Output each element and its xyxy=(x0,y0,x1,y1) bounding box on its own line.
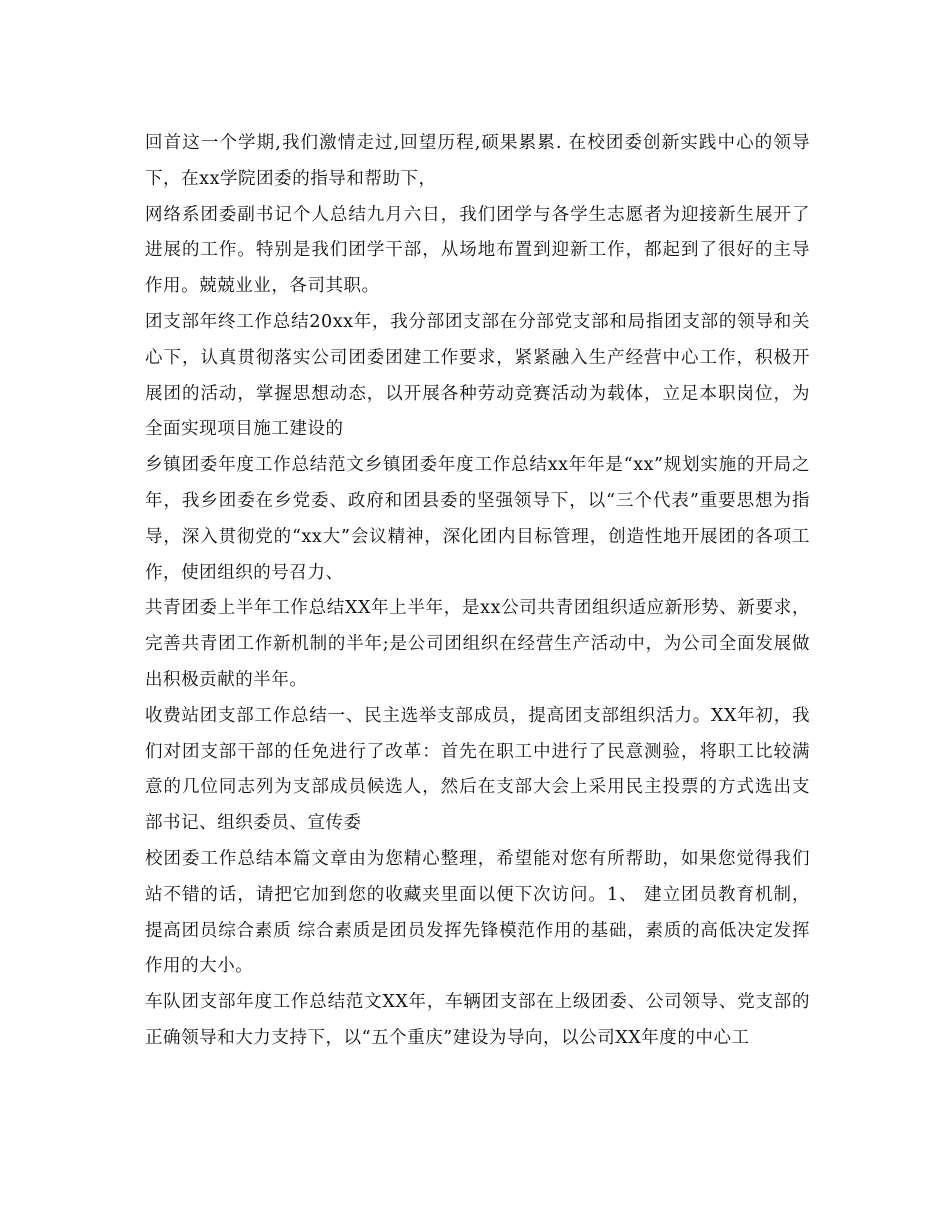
paragraph-1: 回首这一个学期,我们激情走过,回望历程,硕果累累. 在校团委创新实践中心的领导下，在xx学院团委的指导和帮助下， xyxy=(145,133,810,189)
paragraph-5: 共青团委上半年工作总结XX年上半年，是xx公司共青团组织适应新形势、新要求，完善共青团工作新机制的半年;是公司团组织在经营生产活动中，为公司全面发展做出积极贡献的半年。 xyxy=(145,598,810,690)
paragraph-2: 网络系团委副书记个人总结九月六日，我们团学与各学生志愿者为迎接新生展开了进展的工作。特别是我们团学干部，从场地布置到迎新工作，都起到了很好的主导作用。兢兢业业，各司其职。 xyxy=(145,204,810,297)
paragraph-7: 校团委工作总结本篇文章由为您精心整理，希望能对您有所帮助，如果您觉得我们站不错的话，请把它加到您的收藏夹里面以便下次访问。1、 建立团员教育机制，提高团员综合素质 综合素质是团员发挥先锋模范作用的基础，素质的高低决定发挥作用的大小。 xyxy=(145,848,810,977)
paragraph-3: 团支部年终工作总结20xx年，我分部团支部在分部党支部和局指团支部的领导和关心下，认真贯彻落实公司团委团建工作要求，紧紧融入生产经营中心工作，积极开展团的活动，掌握思想动态，以开展各种劳动竞赛活动为载体，立足本职岗位，为全面实现项目施工建设的 xyxy=(145,311,810,440)
document-body xyxy=(145,126,810,1057)
paragraph-8: 车队团支部年度工作总结范文XX年，车辆团支部在上级团委、公司领导、党支部的正确领导和大力支持下，以“五个重庆”建设为导向，以公司XX年度的中心工 xyxy=(145,992,810,1048)
paragraph-6: 收费站团支部工作总结一、民主选举支部成员，提高团支部组织活力。XX年初，我们对团支部干部的任免进行了改革：首先在职工中进行了民意测验，将职工比较满意的几位同志列为支部成员候选人，然后在支部大会上采用民主投票的方式选出支部书记、组织委员、宣传委 xyxy=(145,705,810,834)
paragraph-4: 乡镇团委年度工作总结范文乡镇团委年度工作总结xx年年是“xx”规划实施的开局之年，我乡团委在乡党委、政府和团县委的坚强领导下，以“三个代表”重要思想为指导，深入贯彻党的“xx大”会议精神，深化团内目标管理，创造性地开展团的各项工作，使团组织的号召力、 xyxy=(145,455,810,583)
